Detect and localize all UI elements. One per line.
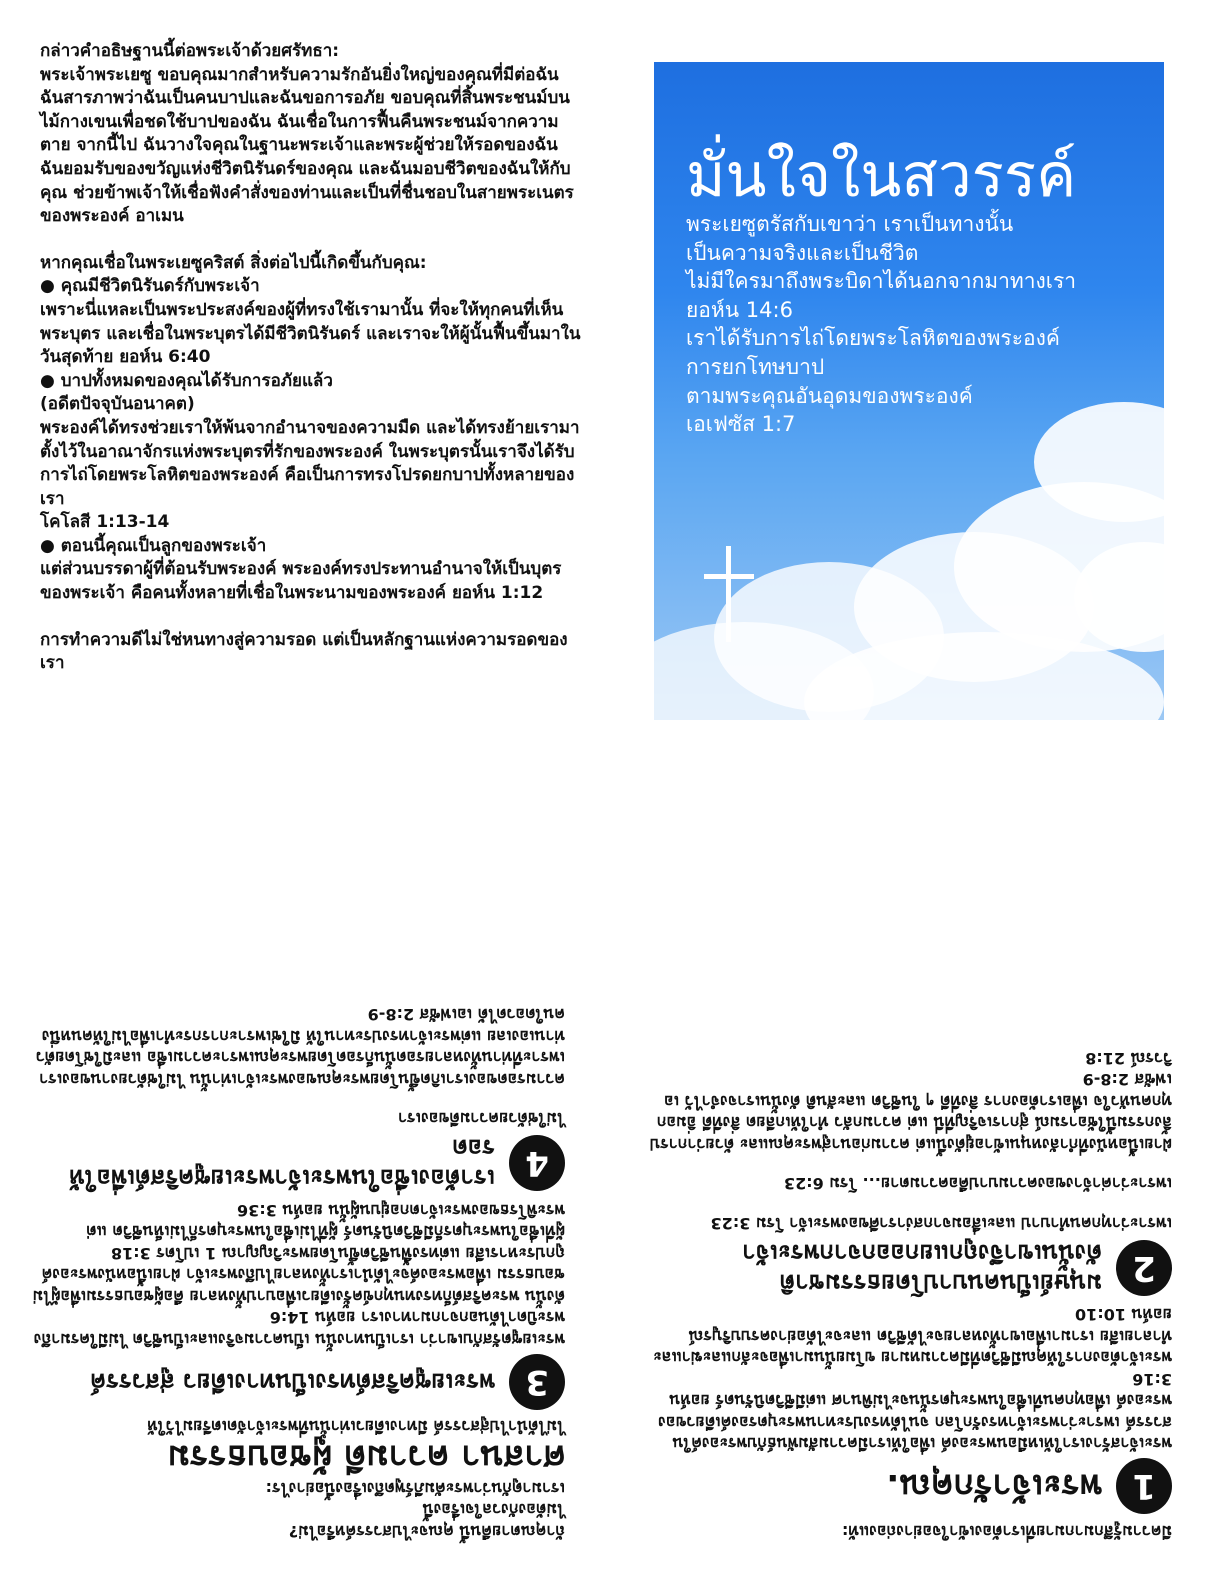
step-3-text-2: ดังนั้น พระคริสต์ก็ทรงทนทุกข์ครั้งเดียวเพื่อบาปทั้งหลาย คือผู้ชอบธรรมเพื่อผู้ไม่ชอบธรรม เพื่อพระองค์จะได้นำเราทั้งหลายไปถึงพระเจ้า ฝ่ายเนื้อหนังพระองค์ถูกประหารเสีย แต่ทรงฟื้นชีวิตขึ้นโดยพระวิญญาณ 1 เปโตร 3:18 (32, 1244, 565, 1306)
bullet-forgiven-text: พระองค์ได้ทรงช่วยเราให้พ้นจากอำนาจของความมืด และได้ทรงย้ายเรามาตั้งไว้ในอาณาจักรแห่งพระบุตรที่รักของพระองค์ ในพระบุตรนั้นเราจึงได้รับการไถ่โดยพระโลหิตของพระองค์ คือเป็นการทรงโปรดยกบาปทั้งหลายของเรา (40, 417, 580, 509)
closing-text: การทำความดีไม่ใช่หนทางสู่ความรอด แต่เป็นหลักฐานแห่งความรอดของเรา (40, 629, 568, 674)
steps-three-four-panel (30, 822, 565, 1542)
steps-left-intro: ถ้าคุณตายคืนนี้ คุณจะไปสวรรค์หรือไม่? ไม่ต้องกังวลใจเรื่องนี้ เรามาดูกันว่าพระคัมภีร์พูดถึงเรื่องนี้อย่างไร: (265, 1479, 565, 1541)
religion-title: ศาสนา ความดี ผู้ชอบธรรม (167, 1437, 565, 1478)
step-3-heading (30, 1354, 565, 1410)
steps-one-two-panel (644, 822, 1172, 1542)
step-2-text-3: ฝ่ายเนื้อหนังที่กำลังหนุนเข้าอยู่ดังนี้แต่ ความก่อนาสู่พระคุณและ ด้วยว่าการปลิ้งกรรมนี้ใช้อารมณ์ สู่การเจริญที่นี่ แต่ ความกลัว ทำให้เกลียด สิ่งที่ดี อิ่มอก ทุกคนหัวใจ เพื่อเราต้องการ สิ่งที่ดี ๆ ในชีวิต และสันติ ดังนั้นเราจงจำไว้ เอเฟซัส 2:8-9 (650, 1070, 1172, 1154)
step-2-title: มนุษย์เป็นคนบาปโดยธรรมชาติ ดังนั้นเขาจึงถูกแยกออกจากพระเจ้า (742, 1239, 1102, 1297)
step-3-text-3: ผู้ที่เชื่อในพระบุตรก็มีชีวิตนิรันดร์ ผู้ที่ไม่เชื่อในพระบุตรก็ไม่เห็นชีวิต แต่พระพิโรธของพระเจ้าตกอยู่บนผู้นั้น ยอห์น 3:36 (86, 1201, 565, 1242)
step-1-title: พระเจ้ารักคุณ. (886, 1466, 1102, 1507)
hero-title: มั่นใจในสวรรค์ (686, 141, 1077, 211)
step-1-text-2: พระเจ้าต้องการให้คุณมีชีวิตที่มีความหมาย ขโมยนั้นมาเพื่อจะลักและฆ่าและทำลายเสีย เรามาเพื่อเขาทั้งหลายจะได้ชีวิต และจะได้อย่างครบบริบูรณ์ ยอห์น 10:10 (653, 1305, 1172, 1368)
bullet-child-of-god-text: แต่ส่วนบรรดาผู้ที่ต้อนรับพระองค์ พระองค์ทรงประทานอำนาจให้เป็นบุตรของพระเจ้า คือคนทั้งหลายที่เชื่อในพระนามของพระองค์ ยอห์น 1:12 (40, 559, 562, 604)
step-4-title: เราต้องเชื่อในพระเจ้าพระเยซูคริสต์เพื่อให้รอด (69, 1134, 495, 1193)
steps-intro: มีความรู้สึกมากมายที่เราต้องเข้าใจอย่างถ่องแท้: (841, 1522, 1172, 1541)
bullet-forgiven: ● บาปทั้งหมดของคุณได้รับการอภัยแล้ว (40, 370, 333, 391)
step-2-number: 2 (1116, 1240, 1172, 1296)
belief-heading: หากคุณเชื่อในพระเยซูคริสต์ สิ่งต่อไปนี้เกิดขึ้นกับคุณ: (40, 252, 427, 273)
bullet-child-of-god: ● ตอนนี้คุณเป็นลูกของพระเจ้า (40, 535, 267, 556)
step-4-text: ความรอดของเราเกิดขึ้นโดยพระคุณของพระเจ้าเท่านั้น ไม่ใช่ด้วยงานของเรา (39, 1070, 565, 1089)
step-2-ref: วิวรณ์ 21:8 (1085, 1049, 1172, 1068)
step-4-number: 4 (509, 1136, 565, 1192)
religion-subtitle: ไม่ได้นำไปสู่สวรรค์ มีทางเดียวเท่านั้นที่พระเจ้าจัดเตรียมไว้ให้ (147, 1417, 565, 1437)
step-3-number: 3 (509, 1354, 565, 1410)
step-2-text: เพราะว่าทุกคนทำบาป และเสื่อมจากสง่าราศีของพระเจ้า โรม 3:23 (710, 1214, 1172, 1233)
hero-verse: พระเยซูตรัสกับเขาว่า เราเป็นทางนั้น เป็นความจริงและเป็นชีวิต ไม่มีใครมาถึงพระบิดาได้นอกจากมาทางเรา ยอห์น 14:6 เราได้รับการไถ่โดยพระโลหิตของพระองค์ การยกโทษบาป ตามพระคุณอันอุดมของพระองค์ เอเฟซัส 1:7 (686, 212, 1077, 437)
step-3-title: พระเยซูคริสต์ทรงเป็นทางเดียว สู่สวรรค์ (90, 1368, 495, 1396)
step-1-text: พระเจ้าสร้างเราให้เหมือนพระองค์ เพื่อให้เรามีความสัมพันธ์กับพระองค์ในสวรรค์ เพราะว่าพระเจ้าทรงรักโลก จนได้ทรงประทานพระบุตรองค์เดียวของพระองค์ เพื่อทุกคนที่เชื่อในพระบุตรนั้นจะไม่พินาศ แต่มีชีวิตนิรันดร์ ยอห์น 3:16 (658, 1370, 1172, 1454)
step-1-number: 1 (1116, 1459, 1172, 1515)
prayer-text: พระเจ้าพระเยซู ขอบคุณมากสำหรับความรักอันยิ่งใหญ่ของคุณที่มีต่อฉัน ฉันสารภาพว่าฉันเป็นคนบาปและฉันขอการอภัย ขอบคุณที่สิ้นพระชนม์บนไม้กางเขนเพื่อชดใช้บาปของฉัน ฉันเชื่อในการฟื้นคืนพระชนม์จากความตาย จากนี้ไป ฉันวางใจคุณในฐานะพระเจ้าและพระผู้ช่วยให้รอดของฉัน ฉันยอมรับของขวัญแห่งชีวิตนิรันดร์ของคุณ และฉันมอบชีวิตของฉันให้กับคุณ ช่วยข้าพเจ้าให้เชื่อฟังคำสั่งของท่านและเป็นที่ชื่นชอบในสายพระเนตรของพระองค์ อาเมน (40, 64, 574, 227)
step-4-text-2: เพราะที่ท่านทั้งหลายรอดนั้นก็รอดโดยพระคุณเพราะความเชื่อ และมิใช่โดยตัวท่านเองเลย แต่พระเจ้าทรงประทานให้ มิใช่เพราะการกระทำเพื่อไม่ให้คนหนึ่งคนใดอวดได้ เอเฟซัส 2:8-9 (35, 1005, 565, 1068)
bullet-forgiven-ref: โคโลสี 1:13-14 (40, 512, 170, 533)
hero-sky-image (654, 62, 1164, 720)
prayer-heading: กล่าวคำอธิษฐานนี้ต่อพระเจ้าด้วยศรัทธา: (40, 41, 340, 61)
prayer-section (40, 40, 585, 676)
bullet-eternal-life-text: เพราะนี่แหละเป็นพระประสงค์ของผู้ที่ทรงใช้เรามานั้น ที่จะให้ทุกคนที่เห็นพระบุตร และเชื่อในพระบุตรได้มีชีวิตนิรันดร์ และเราจะให้ผู้นั้นฟื้นขึ้นมาในวันสุดท้าย ยอห์น 6:40 (40, 299, 581, 368)
step-4-sub: ไม่ใช่ด้วยความดีของเรา (397, 1109, 565, 1129)
step-3-text: พระเยซูตรัสกับเขาว่า เราเป็นทางนั้น เป็นความจริงและเป็นชีวิต ไม่มีใครมาถึงพระบิดาได้นอกจากมาทางเรา ยอห์น 14:6 (33, 1308, 565, 1349)
bullet-forgiven-sub: (อดีตปัจจุบันอนาคต) (40, 394, 195, 415)
step-2-text-2: เพราะว่าค่าจ้างของความบาปคือความตาย... โรม 6:23 (783, 1174, 1172, 1194)
step-1-heading (644, 1459, 1172, 1515)
step-2-heading (644, 1238, 1172, 1298)
bullet-eternal-life: ● คุณมีชีวิตนิรันดร์กับพระเจ้า (40, 276, 260, 297)
step-4-heading (30, 1134, 565, 1194)
